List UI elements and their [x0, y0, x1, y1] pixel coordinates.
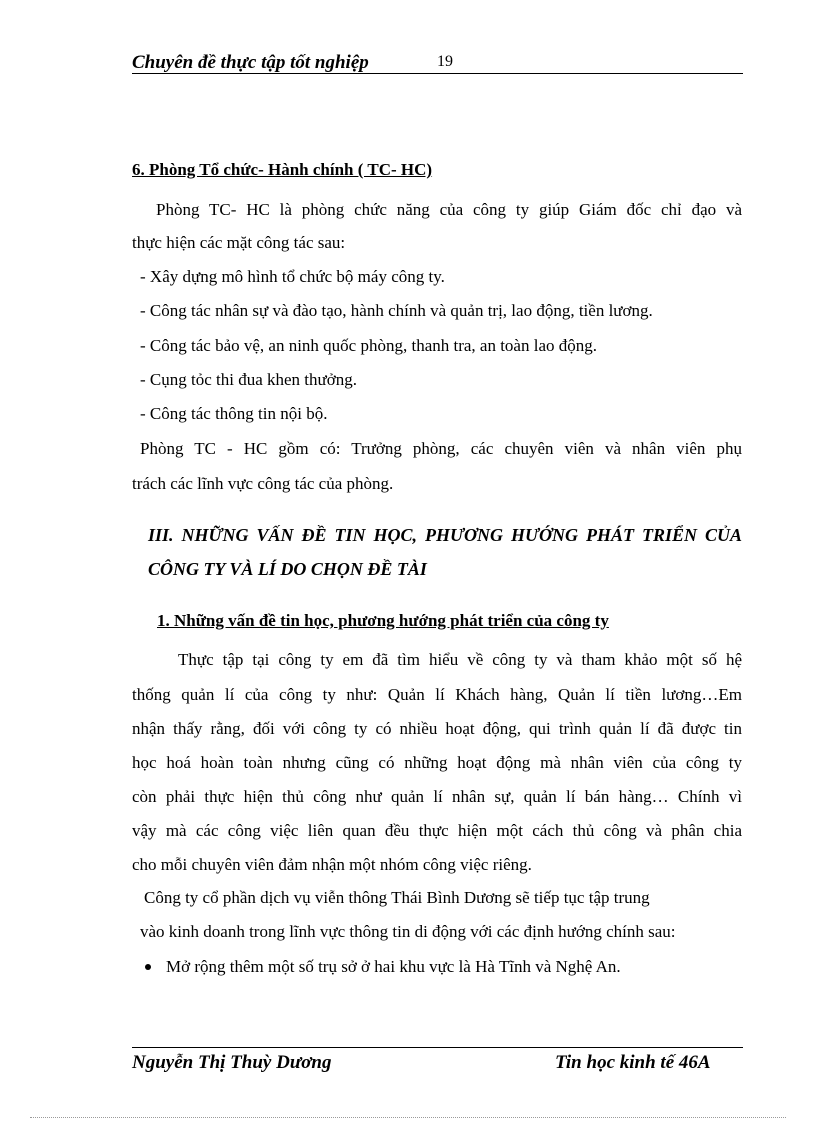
- strategy-line-2: vào kinh doanh trong lĩnh vực thông tin di động với các định hướng chính sau:: [140, 922, 676, 941]
- footer-author: Nguyễn Thị Thuỳ Dương: [132, 1052, 332, 1073]
- section-6-intro-line-2: thực hiện các mặt công tác sau:: [132, 233, 346, 252]
- header-title: Chuyên đề thực tập tốt nghiệp: [132, 52, 369, 73]
- bullet-item: Mở rộng thêm một số trụ sở ở hai khu vực là Hà Tĩnh và Nghệ An.: [166, 957, 621, 976]
- paragraph-line: học hoá hoàn toàn nhưng cũng có những hoạt động mà nhân viên của công ty: [132, 753, 742, 772]
- bullet-icon: [145, 964, 151, 970]
- paragraph-line: vậy mà các công việc liên quan đều thực hiện một cách thủ công và phân chia: [132, 821, 742, 840]
- task-item: - Xây dựng mô hình tổ chức bộ máy công ty.: [140, 267, 445, 286]
- header-rule: [132, 73, 743, 74]
- task-item: - Công tác thông tin nội bộ.: [140, 404, 328, 423]
- paragraph-line: cho mỗi chuyên viên đảm nhận một nhóm công việc riêng.: [132, 855, 532, 874]
- staff-line-2: trách các lĩnh vực công tác của phòng.: [132, 474, 394, 493]
- subsection-1-heading: 1. Những vấn đề tin học, phương hướng phát triển của công ty: [157, 611, 609, 630]
- page-number: 19: [437, 53, 453, 70]
- section-III-heading-line-2: CÔNG TY VÀ LÍ DO CHỌN ĐỀ TÀI: [148, 559, 427, 579]
- paragraph-line: nhận thấy rằng, đối với công ty có nhiều hoạt động, qui trình quản lí đã được tin: [132, 719, 742, 738]
- section-6-intro-line-1: Phòng TC- HC là phòng chức năng của công ty giúp Giám đốc chỉ đạo và: [156, 200, 742, 219]
- section-III-heading-line-1: III. NHỮNG VẤN ĐỀ TIN HỌC, PHƯƠNG HƯỚNG PHÁT TRIỂN CỦA: [148, 525, 742, 545]
- footer-class: Tin học kinh tế 46A: [555, 1052, 711, 1073]
- strategy-line-1: Công ty cổ phần dịch vụ viễn thông Thái Bình Dương sẽ tiếp tục tập trung: [144, 888, 650, 907]
- footer-rule: [132, 1047, 743, 1048]
- staff-line-1: Phòng TC - HC gồm có: Trưởng phòng, các chuyên viên và nhân viên phụ: [140, 439, 742, 458]
- page-bottom-divider: [30, 1117, 786, 1118]
- paragraph-line: thống quản lí của công ty như: Quản lí Khách hàng, Quản lí tiền lương…Em: [132, 685, 742, 704]
- task-item: - Công tác nhân sự và đào tạo, hành chính và quản trị, lao động, tiền lương.: [140, 301, 653, 320]
- paragraph-line: Thực tập tại công ty em đã tìm hiểu về công ty và tham khảo một số hệ: [178, 650, 742, 669]
- task-item: - Cụng tỏc thi đua khen thưởng.: [140, 370, 357, 389]
- section-6-heading: 6. Phòng Tổ chức- Hành chính ( TC- HC): [132, 160, 433, 179]
- task-item: - Công tác bảo vệ, an ninh quốc phòng, thanh tra, an toàn lao động.: [140, 336, 597, 355]
- paragraph-line: còn phải thực hiện thủ công như quản lí nhân sự, quản lí bán hàng… Chính vì: [132, 787, 742, 806]
